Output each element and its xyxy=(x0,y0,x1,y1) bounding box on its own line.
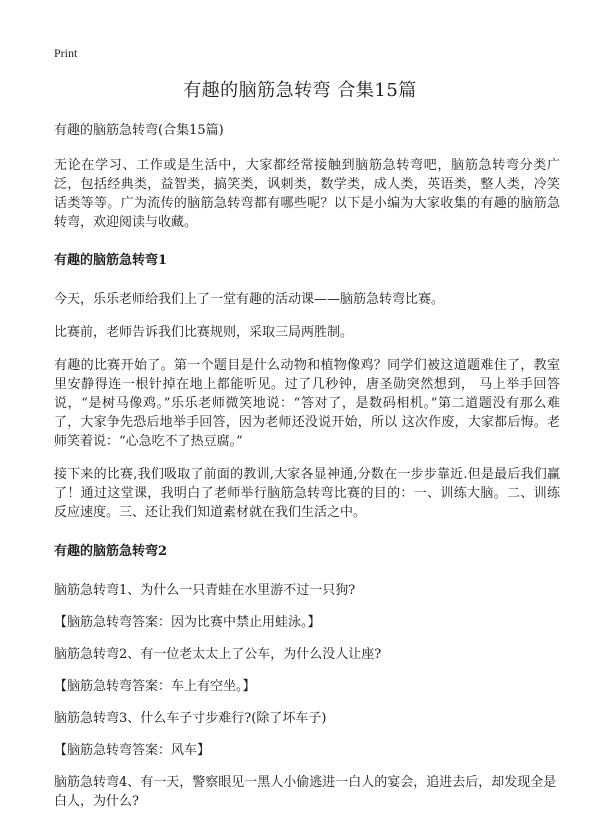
riddle-answer: 【脑筋急转弯答案：车上有空坐。】 xyxy=(54,679,256,694)
riddle-question: 脑筋急转弯4、有一天，警察眼见一黑人小偷逃进一白人的宴会，追进去后，却发现全是白人，为什么? xyxy=(54,775,557,809)
riddle-question: 脑筋急转弯1、为什么一只青蛙在水里游不过一只狗? xyxy=(54,583,356,598)
section-heading-2: 有趣的脑筋急转弯2 xyxy=(54,544,168,559)
riddle-answer: 【脑筋急转弯答案：风车】 xyxy=(54,743,211,758)
riddle-question: 脑筋急转弯2、有一位老太太上了公车，为什么没人让座? xyxy=(54,647,382,662)
document-subtitle: 有趣的脑筋急转弯(合集15篇) xyxy=(54,123,224,138)
riddle-question: 脑筋急转弯3、什么车子寸步难行?(除了坏车子) xyxy=(54,711,327,726)
print-link[interactable]: Print xyxy=(54,46,78,60)
riddle-answer: 【脑筋急转弯答案：因为比赛中禁止用蛙泳。】 xyxy=(54,615,321,630)
paragraph: 有趣的比赛开始了。第一个题目是什么动物和植物像鸡？同学们被这道题难住了，教室里安静得连一根针掉在地上都能听见。过了几秒钟，唐圣勋突然想到， 马上举手回答说，“是树马像鸡。”乐乐老师微笑地说：“答对了，是数码相机。”第二道题没有那么难了，大家争先恐后地举手回答，因为老师还没说开始，所以 这次作废，大家都后悔。老师笑着说：“心急吃不了热豆腐。” xyxy=(54,358,560,449)
document-body xyxy=(54,121,560,824)
page-title: 有趣的脑筋急转弯 合集15篇 xyxy=(183,80,417,101)
paragraph: 今天，乐乐老师给我们上了一堂有趣的活动课——脑筋急转弯比赛。 xyxy=(54,292,445,307)
paragraph: 接下来的比赛,我们吸取了前面的教训,大家各显神通,分数在一步步靠近.但是最后我们赢了！通过这堂课，我明白了老师举行脑筋急转弯比赛的目的：一、训练大脑。二、训练反应速度。三、还让我们知道素材就在我们生活之中。 xyxy=(54,467,560,520)
section-heading-1: 有趣的脑筋急转弯1 xyxy=(54,253,168,268)
intro-paragraph: 无论在学习、工作或是生活中，大家都经常接触到脑筋急转弯吧，脑筋急转弯分类广泛，包括经典类，益智类，搞笑类，讽刺类，数学类，成人类，英语类，整人类，冷笑话类等等。广为流传的脑筋急转弯都有哪些呢？以下是小编为大家收集的有趣的脑筋急转弯，欢迎阅读与收藏。 xyxy=(54,158,560,230)
paragraph: 比赛前，老师告诉我们比赛规则，采取三局两胜制。 xyxy=(54,325,354,340)
